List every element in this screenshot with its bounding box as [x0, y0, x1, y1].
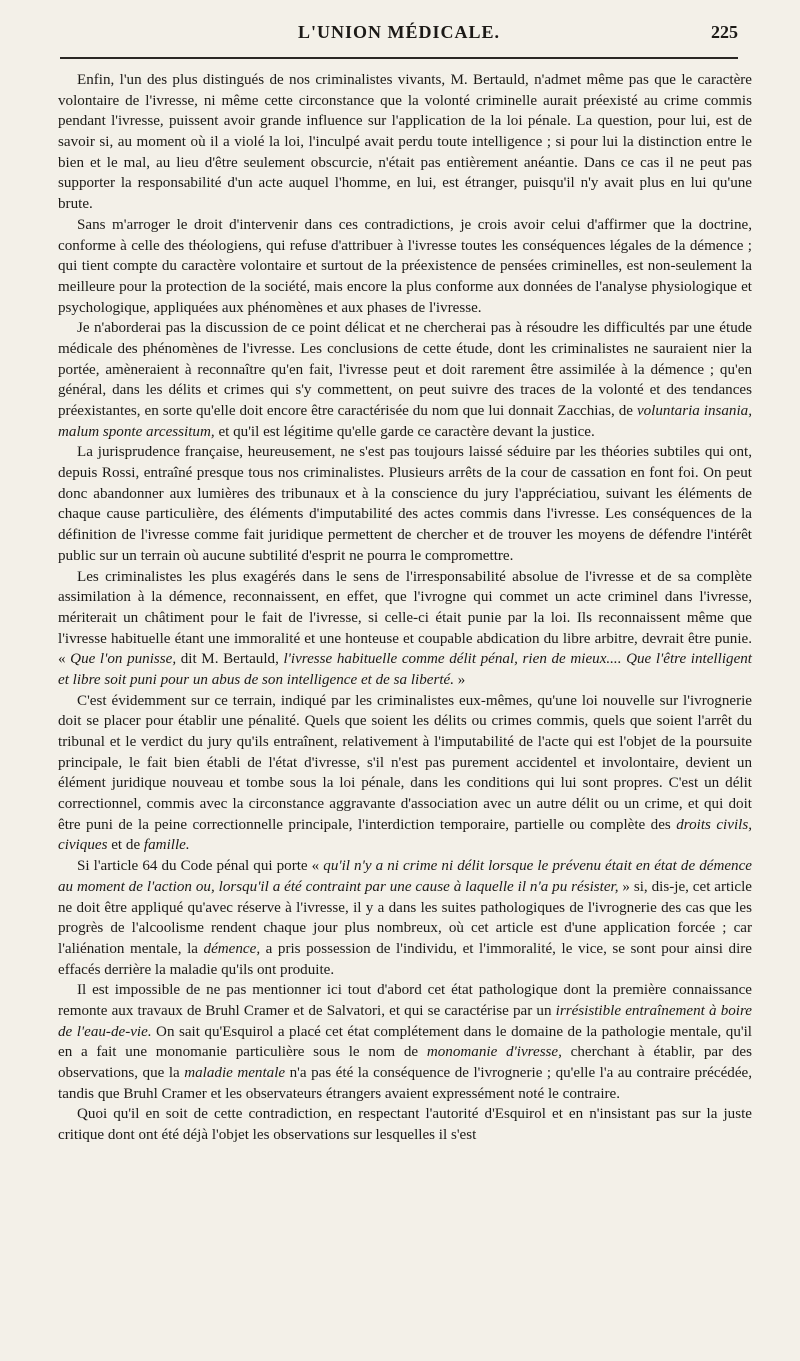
- italic-text: monomanie d'ivresse,: [426, 1044, 562, 1061]
- paragraph: [58, 856, 752, 980]
- paragraph: [58, 70, 752, 215]
- italic-text: voluntaria insania, malum sponte arcessitum,: [58, 403, 752, 440]
- text-segment: Je n'aborderai pas la discussion de ce point délicat et ne chercherai pas à résoudre les difficultés par une étude médicale des phénomènes de l'ivresse. Les conclusions de cette étude, dont les criminalistes ne sauraient nier la portée, amèneraient à reconnaître qu'en fait, l'ivresse peut et doit rarement être assimilée à la démence ; qu'en général, dans les délits et crimes qui s'y commettent, on peut suivre des traces de la volonté et des tendances préexistantes, en sorte qu'elle doit encore être caractérisée du nom que lui donnait Zacchias, de: [58, 320, 752, 419]
- text-segment: Sans m'arroger le droit d'intervenir dans ces contradictions, je crois avoir celui d'affirmer que la doctrine, conforme à celle des théologiens, qui refuse d'attribuer à l'ivresse toutes les conséquences légales de la démence ; qui tient compte du caractère volontaire et surtout de la préexistence de pensées criminelles, est non-seulement la meilleure pour la protection de la société, mais encore la plus conforme aux données de l'analyse physiologique et psychologique, appliquées aux phénomènes et aux phases de l'ivresse.: [58, 216, 752, 316]
- text-segment: » si, dis-je, cet article ne doit être appliqué qu'avec réserve à l'ivresse, il y a dans les suites pathologiques de l'ivrognerie des cas que les progrès de l'alcoolisme rendent chaque jour plus nombreux, où cet article est d'une application forcée ; car l'aliénation mentale, la: [58, 878, 753, 957]
- paragraph: [58, 318, 752, 442]
- paragraph: [58, 980, 752, 1104]
- italic-text: démence,: [203, 940, 261, 957]
- text-segment: dit M. Bertauld,: [176, 651, 284, 668]
- text-segment: Enfin, l'un des plus distingués de nos criminalistes vivants, M. Bertauld, n'admet même pas que le caractère volontaire de l'ivresse, ni même cette circonstance que la volonté criminelle aurait préexisté au crime commis pendant l'ivresse, puissent avoir grande influence sur l'application de la loi pénale. La question, pour lui, est de savoir si, au moment où il a violé la loi, l'inculpé avait perdu toute intelligence ; si pour lui la distinction entre le bien et le mal, au lieu d'être seulement obscurcie, n'était pas entièrement anéantie. Dans ce cas il ne peut pas supporter la responsabilité d'un acte auquel l'homme, en lui, est étranger, puisqu'il n'y avait plus en lui qu'une brute.: [58, 72, 752, 213]
- text-segment: On sait qu'Esquirol a placé cet état complétement dans le domaine de la pathologie mentale, qu'il en a fait une monomanie particulière sous le nom de: [58, 1023, 752, 1061]
- italic-text: qu'il n'y a ni crime ni délit lorsque le prévenu était en état de démence au moment de l'action ou, lorsqu'il a été contraint par une cause à laquelle il n'a pu résister,: [58, 858, 753, 895]
- text-segment: a pris possession de l'individu, et l'immoralité, le vice, se sont pour ainsi dire effacés derrière la maladie qu'ils ont produite.: [58, 940, 752, 978]
- text-segment: cherchant à établir, par des observations, que la: [58, 1044, 752, 1081]
- italic-text: droits civils, civiques: [58, 816, 752, 854]
- body-text: [58, 70, 752, 1146]
- text-segment: n'a pas été la conséquence de l'ivrognerie ; qu'elle l'a au contraire précédée, tandis que Bruhl Cramer et les observateurs étrangers avaient expressément noté le contraire.: [58, 1065, 752, 1102]
- text-segment: »: [454, 671, 466, 688]
- running-header: [60, 22, 738, 48]
- text-segment: et qu'il est légitime qu'elle garde ce caractère devant la justice.: [214, 423, 595, 440]
- text-segment: Si l'article 64 du Code pénal qui porte «: [77, 858, 324, 875]
- italic-text: irrésistible entraînement à boire de l'eau-de-vie.: [58, 1002, 752, 1040]
- journal-title: L'UNION MÉDICALE.: [297, 22, 501, 42]
- text-segment: La jurisprudence française, heureusement, ne s'est pas toujours laissé séduire par les théories subtiles qui ont, depuis Rossi, entraîné presque tous nos criminalistes. Plusieurs arrêts de la cour de cassation en font foi. On peut donc abandonner aux lumières des tribunaux et à la conscience du jury l'appréciatiou, suivant les éléments de chaque cause particulière, des éléments d'imputabilité des actes commis dans l'ivresse. Les conséquences de la définition de l'ivresse comme fait juridique permettent de chercher et de trouver les moyens de défendre l'intérêt public sur un terrain où aucune subtilité d'esprit ne pourra le compromettre.: [58, 444, 752, 564]
- paragraph: [58, 567, 752, 691]
- header-rule: [60, 57, 738, 59]
- text-segment: C'est évidemment sur ce terrain, indiqué par les criminalistes eux-mêmes, qu'une loi nouvelle sur l'ivrognerie doit se placer pour établir une pénalité. Quels que soient les délits ou crimes commis, quels que soient l'arrêt du tribunal et le verdict du jury qu'ils entraînent, relativement à l'imputabilité de l'acte qui est l'objet de la poursuite principale, le fait bien établi de l'état d'ivresse, s'il n'est pas purement accidentel et involontaire, devient un élément juridique nouveau et tombe sous la loi pénale, dans les conditions qui lui sont propres. C'est un délit correctionnel, commis avec la circonstance aggravante d'association avec un autre délit ou un crime, et qui doit être puni de la peine correctionnelle principale, l'interdiction temporaire, partielle ou complète des: [58, 692, 752, 833]
- italic-text: famille.: [143, 837, 190, 854]
- page-number: 225: [711, 22, 738, 42]
- text-segment: Les criminalistes les plus exagérés dans le sens de l'irresponsabilité absolue de l'ivresse et de sa complète assimilation à la démence, reconnaissent, en effet, que l'ivrogne qui commet un acte criminel dans l'ivresse, mériterait un châtiment pour le fait de l'ivresse, si celle-ci était punie par la loi. Ils reconnaissent même que l'ivresse habituelle étant une immoralité et une honteuse et coupable abdication du libre arbitre, devrait être punie. «: [58, 568, 752, 668]
- paragraph: [58, 442, 752, 566]
- text-segment: Quoi qu'il en soit de cette contradiction, en respectant l'autorité d'Esquirol et en n'insistant pas sur la juste critique dont ont été déjà l'objet les observations sur lesquelles il s'est: [58, 1106, 752, 1144]
- text-segment: et de: [107, 837, 144, 854]
- italic-text: maladie mentale: [184, 1065, 286, 1081]
- paragraph: [58, 691, 752, 857]
- italic-text: l'ivresse habituelle comme délit pénal, rien de mieux.... Que l'être intelligent et libre soit puni pour un abus de son intelligence et de sa liberté.: [58, 651, 753, 688]
- italic-text: Que l'on punisse,: [70, 651, 177, 668]
- paragraph: [58, 1104, 752, 1145]
- text-segment: Il est impossible de ne pas mentionner ici tout d'abord cet état pathologique dont la première connaissance remonte aux travaux de Bruhl Cramer et de Salvatori, et qui se caractérise par un: [58, 982, 752, 1019]
- paragraph: [58, 215, 752, 318]
